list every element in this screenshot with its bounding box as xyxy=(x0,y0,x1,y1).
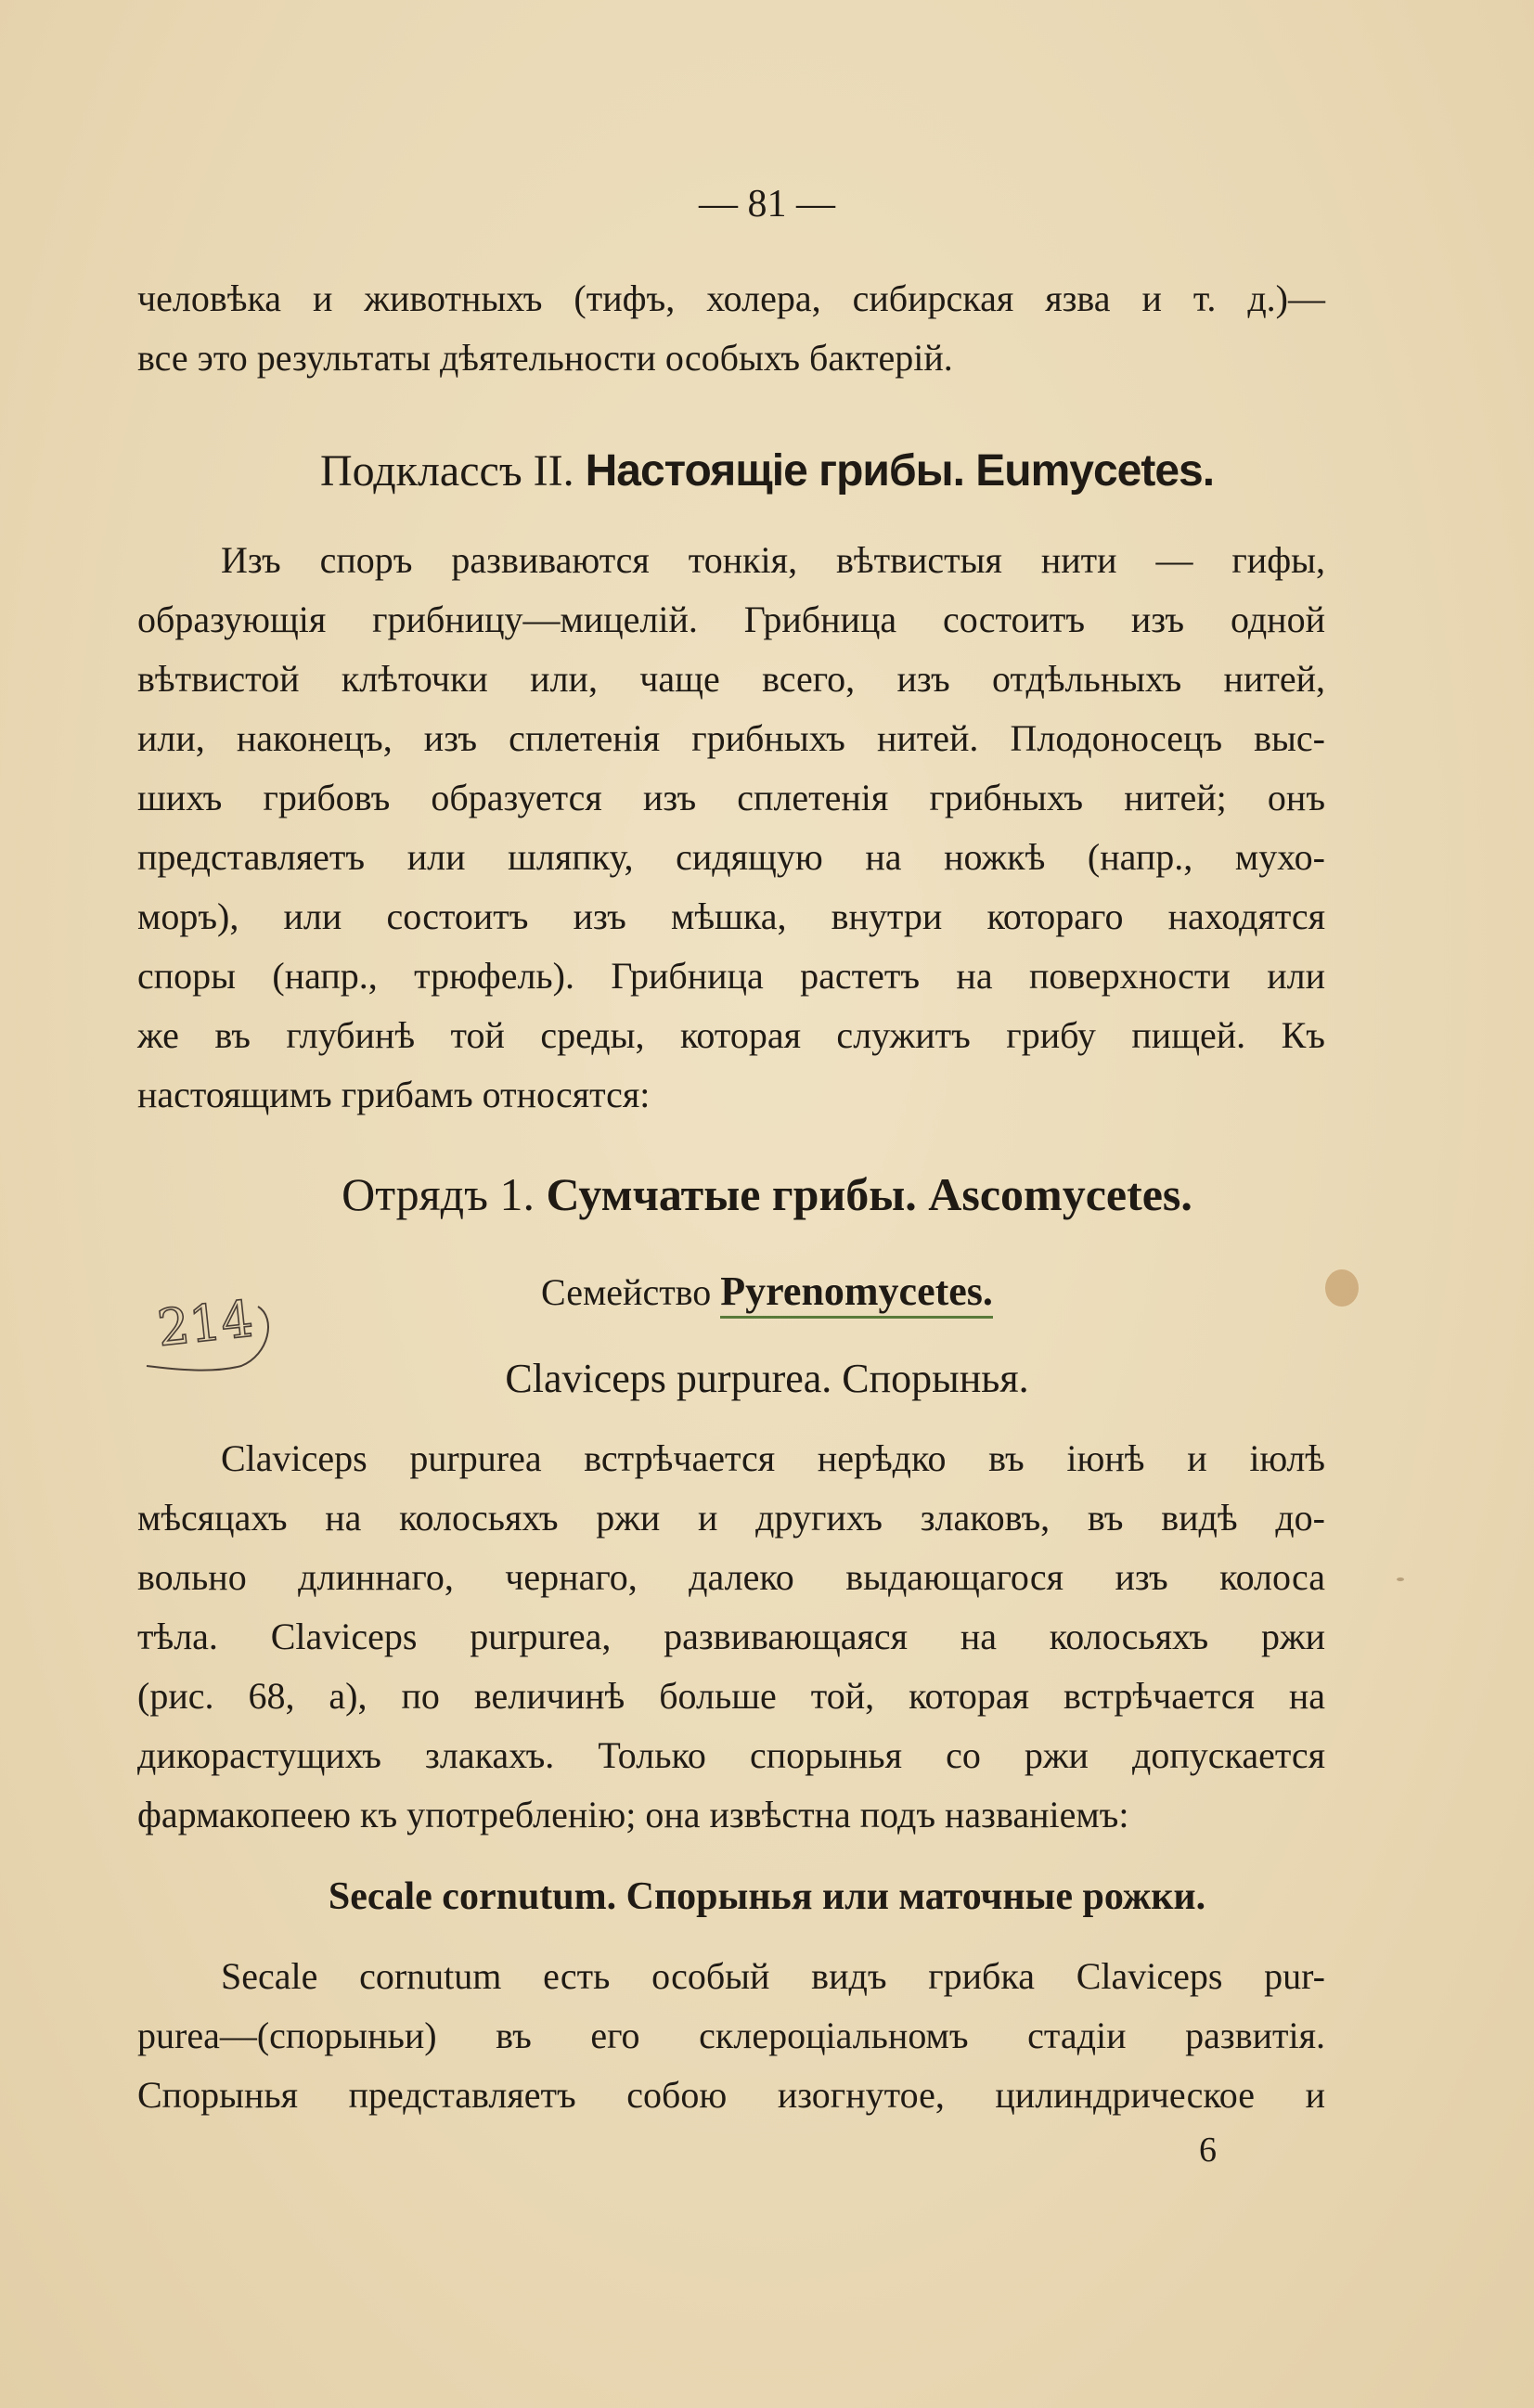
paragraph-mycelium xyxy=(137,531,1325,1125)
text-line: Изъ споръ развиваются тонкія, вѣтвистыя нити — гифы, xyxy=(221,539,1325,581)
paragraph-claviceps xyxy=(137,1429,1325,1845)
text-line: настоящимъ грибамъ относятся: xyxy=(137,1074,651,1115)
text-line: шихъ грибовъ образуется изъ сплетенія грибныхъ нитей; онъ xyxy=(137,777,1325,818)
signature-number: 6 xyxy=(1199,2131,1217,2170)
subclass-heading xyxy=(0,445,1534,496)
order-title: Сумчатые грибы. Ascomycetes. xyxy=(546,1168,1192,1220)
text-line: фармакопеею къ употребленію; она извѣстна подъ названіемъ: xyxy=(137,1794,1129,1835)
text-line: споры (напр., трюфель). Грибница растетъ на поверхности или xyxy=(137,955,1325,997)
page-number: — 81 — xyxy=(699,183,835,225)
text-line: мѣсяцахъ на колосьяхъ ржи и другихъ злаковъ, въ видѣ до- xyxy=(137,1497,1325,1539)
text-line: моръ), или состоитъ изъ мѣшка, внутри котораго находятся xyxy=(137,895,1325,937)
text-line: вѣтвистой клѣточки или, чаще всего, изъ отдѣльныхъ нитей, xyxy=(137,658,1325,700)
text-line: purea—(спорыньи) въ его склероціальномъ стадіи развитія. xyxy=(137,2015,1325,2056)
text-line: вольно длиннаго, чернаго, далеко выдающагося изъ колоса xyxy=(137,1556,1325,1598)
text-line: же въ глубинѣ той среды, которая служитъ грибу пищей. Къ xyxy=(137,1014,1325,1056)
page-stain xyxy=(1397,1577,1404,1581)
drug-heading: Secale cornutum. Спорынья или маточные рожки. xyxy=(328,1875,1206,1918)
text-line: дикорастущихъ злакахъ. Только спорынья со ржи допускается xyxy=(137,1734,1325,1776)
text-line: тѣла. Claviceps purpurea, развивающаяся на колосьяхъ ржи xyxy=(137,1616,1325,1657)
text-line: или, наконецъ, изъ сплетенія грибныхъ нитей. Плодоносецъ выс- xyxy=(137,717,1325,759)
text-line: Claviceps purpurea встрѣчается нерѣдко въ іюнѣ и іюлѣ xyxy=(221,1437,1325,1479)
text-line: образующія грибницу—мицелій. Грибница состоитъ изъ одной xyxy=(137,599,1325,640)
family-prefix: Семейство xyxy=(541,1271,712,1313)
handwritten-note-text: 214 xyxy=(154,1289,256,1359)
order-prefix: Отрядъ 1. xyxy=(342,1168,535,1220)
text-line: человѣка и животныхъ (тифъ, холера, сибирская язва и т. д.)— xyxy=(137,277,1325,319)
text-line: Secale cornutum есть особый видъ грибка Claviceps pur- xyxy=(221,1955,1325,1997)
text-line: все это результаты дѣятельности особыхъ бактерій. xyxy=(137,337,953,379)
text-line: (рис. 68, a), по величинѣ больше той, которая встрѣчается на xyxy=(137,1675,1325,1717)
paragraph-continuation xyxy=(137,269,1325,388)
species-heading: Claviceps purpurea. Спорынья. xyxy=(505,1356,1029,1401)
text-line: Спорынья представляетъ собою изогнутое, цилиндрическое и xyxy=(137,2074,1325,2116)
text-line: представляетъ или шляпку, сидящую на ножкѣ (напр., мухо- xyxy=(137,836,1325,878)
paragraph-secale xyxy=(137,1947,1325,2125)
subclass-title: Настоящіе грибы. Eumycetes. xyxy=(585,446,1215,496)
family-title: Pyrenomycetes. xyxy=(720,1268,993,1319)
order-heading xyxy=(0,1167,1534,1221)
subclass-prefix: Подклассъ II. xyxy=(319,446,574,496)
